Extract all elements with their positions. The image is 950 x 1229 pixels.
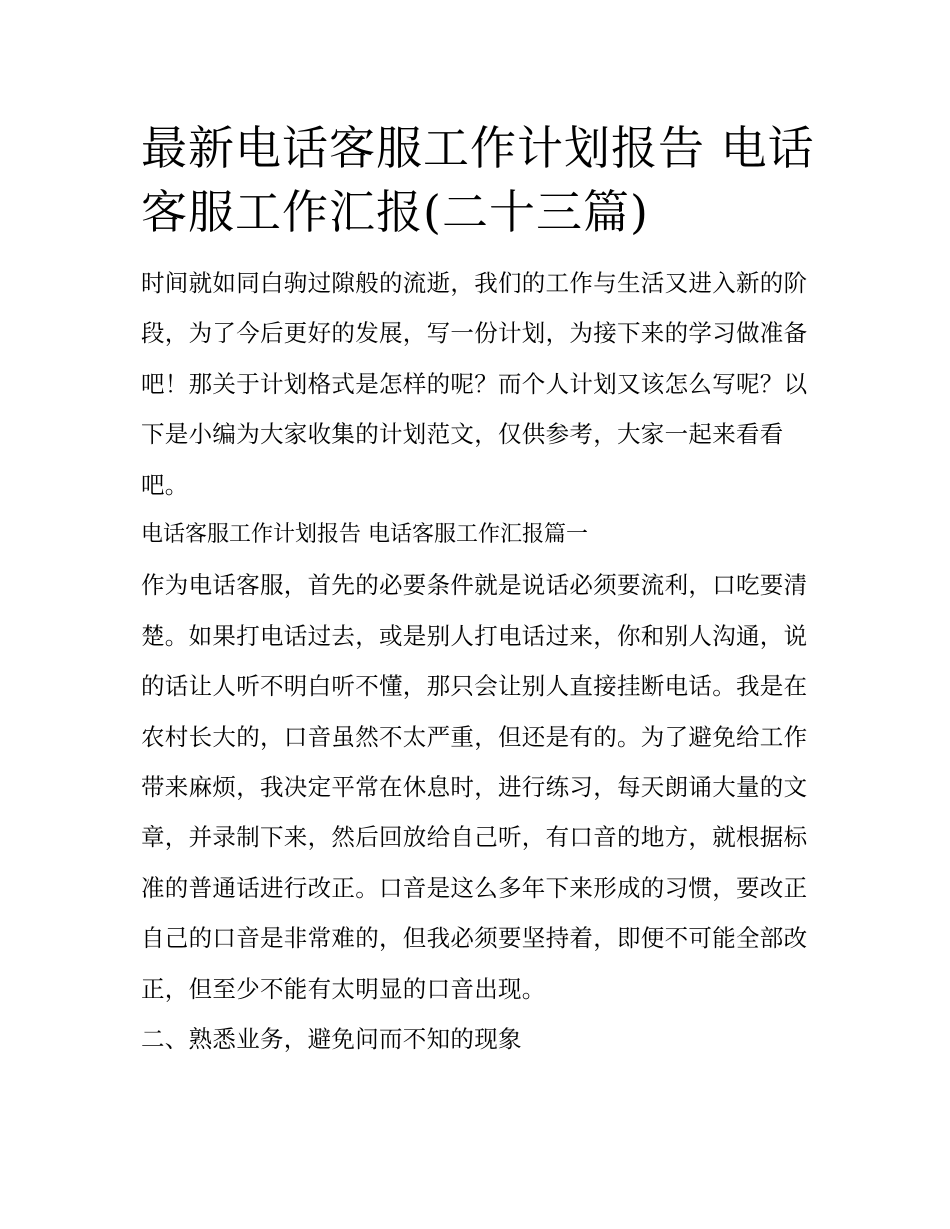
- document-title: 最新电话客服工作计划报告 电话客服工作汇报(二十三篇): [141, 121, 815, 239]
- document-content: [141, 116, 817, 1065]
- intro-paragraph: 时间就如同白驹过隙般的流逝，我们的工作与生活又进入新的阶段，为了今后更好的发展，写一份计划，为接下来的学习做准备吧！那关于计划格式是怎样的呢？而个人计划又该怎么写呢？以下是小编为大家收集的计划范文，仅供参考，大家一起来看看吧。: [141, 269, 808, 499]
- section-1-paragraph: 作为电话客服，首先的必要条件就是说话必须要流利，口吃要清楚。如果打电话过去，或是别人打电话过来，你和别人沟通，说的话让人听不明白听不懂，那只会让别人直接挂断电话。我是在农村长大的，口音虽然不太严重，但还是有的。为了避免给工作带来麻烦，我决定平常在休息时，进行练习，每天朗诵大量的文章，并录制下来，然后回放给自己听，有口音的地方，就根据标准的普通话进行改正。口音是这么多年下来形成的习惯，要改正自己的口音是非常难的，但我必须要坚持着，即便不可能全部改正，但至少不能有太明显的口音出现。: [141, 571, 808, 1003]
- section-heading-2: 二、熟悉业务，避免问而不知的现象: [141, 1025, 522, 1054]
- section-heading-1: 电话客服工作计划报告 电话客服工作汇报篇一: [141, 522, 588, 548]
